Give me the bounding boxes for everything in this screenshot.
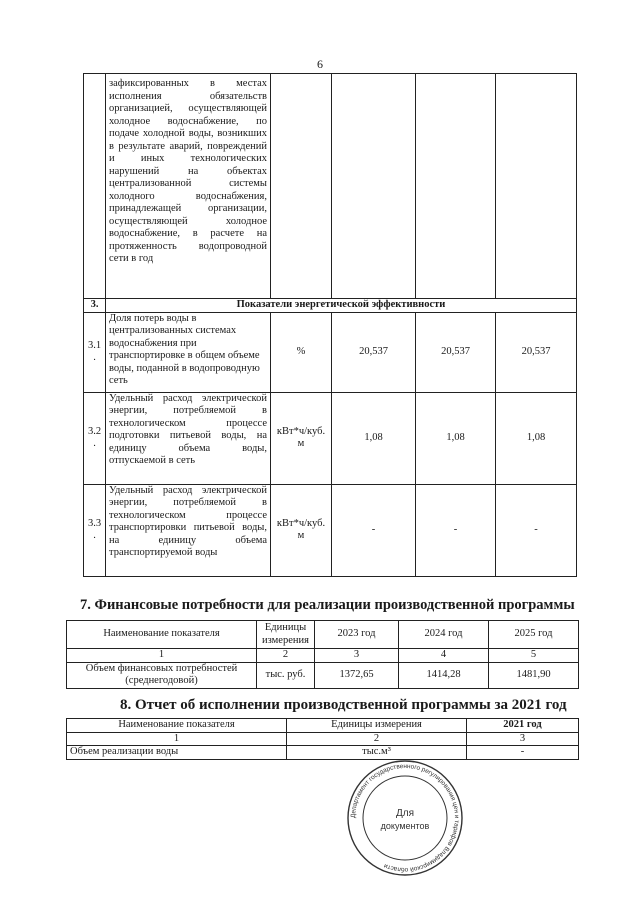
value-2023: 20,537 [332, 312, 416, 392]
financial-needs-table [66, 620, 579, 689]
indicator-name: зафиксированных в местах исполнения обязательств организацией, осуществляющей холодное водоснабжение, по подаче холодной воды, возникших в результате аварий, повреждений и иных технологических нарушений на объектах централизованной системы холодного водоснабжения, принадлежащей организации, осуществляющей холодное водоснабжение, в расчете на протяженность водопроводной сети в год [106, 74, 271, 299]
unit-cell: % [271, 312, 332, 392]
value-2023: 1372,65 [315, 662, 399, 688]
indicator-name: Объем реализации воды [67, 746, 287, 760]
col-number: 3 [315, 649, 399, 663]
header-2024: 2024 год [399, 621, 489, 649]
value-2023: - [332, 484, 416, 576]
section-8-title: 8. Отчет об исполнении производственной программы за 2021 год [120, 697, 567, 713]
col-number: 1 [67, 732, 287, 746]
value-2025: 1,08 [496, 392, 577, 484]
col-number: 3 [467, 732, 579, 746]
table-row [67, 662, 579, 688]
value-2024: - [416, 484, 496, 576]
header-unit: Единицы измерения [257, 621, 315, 649]
value-2025: 1481,90 [489, 662, 579, 688]
row-number: 3.2 . [84, 392, 106, 484]
stamp-center-line2: документов [380, 821, 430, 831]
header-name: Наименование показателя [67, 621, 257, 649]
report-table [66, 718, 579, 760]
row-number-cell [84, 74, 106, 299]
table-row [84, 312, 577, 392]
column-numbers-row [67, 649, 579, 663]
unit-cell: кВт*ч/куб. м [271, 484, 332, 576]
section-row [84, 299, 577, 313]
section-7-title: 7. Финансовые потребности для реализации производственной программы [80, 597, 575, 613]
official-stamp [345, 758, 465, 878]
section-title: Показатели энергетической эффективности [106, 299, 577, 313]
header-name: Наименование показателя [67, 719, 287, 733]
value-2024: 1414,28 [399, 662, 489, 688]
value-2025: 20,537 [496, 312, 577, 392]
indicator-name: Удельный расход электрической энергии, потребляемой в технологическом процессе подготовки питьевой воды, на единицу объема воды, отпускаемой в сеть [106, 392, 271, 484]
page-number: 6 [317, 57, 323, 71]
row-number: 3.3 . [84, 484, 106, 576]
column-numbers-row [67, 732, 579, 746]
header-row [67, 719, 579, 733]
col-number: 1 [67, 649, 257, 663]
value-2021: - [467, 746, 579, 760]
table-row [84, 392, 577, 484]
header-2025: 2025 год [489, 621, 579, 649]
section-number: 3. [84, 299, 106, 313]
col-number: 4 [399, 649, 489, 663]
table-row [67, 746, 579, 760]
unit-cell: тыс. руб. [257, 662, 315, 688]
col-number: 2 [257, 649, 315, 663]
indicator-name: Доля потерь воды в централизованных системах водоснабжения при транспортировке в общем объеме воды, поданной в водопроводную сеть [106, 312, 271, 392]
table-row [84, 484, 577, 576]
value-2024: 20,537 [416, 312, 496, 392]
indicators-table [83, 73, 577, 577]
stamp-ring-text: Департамент государственного регулирования цен и тарифов Владимирской области [349, 762, 461, 874]
col-number: 5 [489, 649, 579, 663]
col-number: 2 [287, 732, 467, 746]
indicator-name: Удельный расход электрической энергии, потребляемой в технологическом процессе транспортировки питьевой воды, на единицу объема транспортируемой воды [106, 484, 271, 576]
value-2024: 1,08 [416, 392, 496, 484]
header-2023: 2023 год [315, 621, 399, 649]
header-row [67, 621, 579, 649]
indicator-name: Объем финансовых потребностей (среднегодовой) [67, 662, 257, 688]
value-2023: 1,08 [332, 392, 416, 484]
stamp-center-line1: Для [395, 808, 415, 819]
value-2025: - [496, 484, 577, 576]
unit-cell: тыс.м³ [287, 746, 467, 760]
header-unit: Единицы измерения [287, 719, 467, 733]
header-2021: 2021 год [467, 719, 579, 733]
table-row [84, 74, 577, 299]
row-number: 3.1 . [84, 312, 106, 392]
unit-cell: кВт*ч/куб. м [271, 392, 332, 484]
